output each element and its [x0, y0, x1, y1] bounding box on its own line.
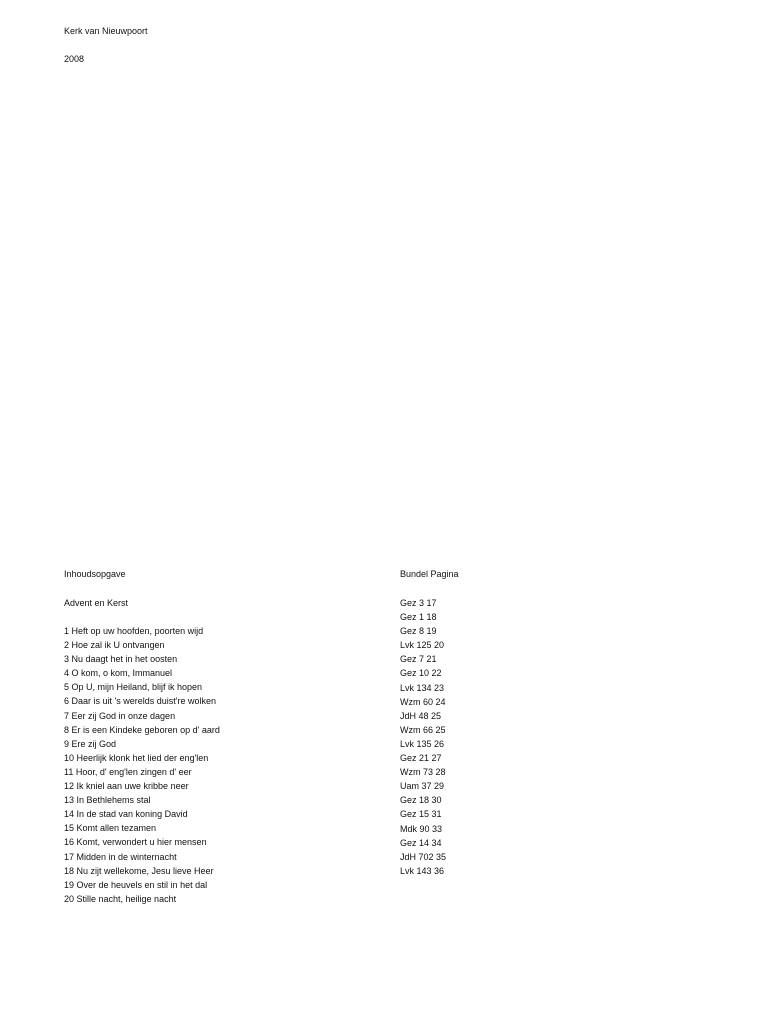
reference-item: Gez 21 27 [400, 753, 442, 764]
list-item: 16 Komt, verwondert u hier mensen [64, 837, 207, 848]
reference-item: Lvk 143 36 [400, 865, 445, 876]
list-item: 5 Op U, mijn Heiland, blijf ik hopen [64, 682, 203, 693]
list-item: 19 Over de heuvels en stil in het dal [64, 879, 208, 890]
reference-item: Gez 14 34 [400, 837, 442, 848]
reference-item: Lvk 135 26 [400, 738, 445, 749]
list-item: 11 Hoor, d' eng'len zingen d' eer [64, 766, 192, 777]
list-item: 4 O kom, o kom, Immanuel [64, 668, 173, 679]
toc-column-heading: Bundel Pagina [400, 569, 459, 579]
document-year: 2008 [64, 54, 85, 64]
list-item: 6 Daar is uit 's werelds duist're wolken [64, 696, 216, 707]
list-item: 18 Nu zijt wellekome, Jesu lieve Heer [64, 865, 214, 876]
reference-item: Gez 15 31 [400, 809, 442, 820]
reference-item: Gez 18 30 [400, 795, 442, 806]
list-item: 7 Eer zij God in onze dagen [64, 710, 176, 721]
reference-item: Lvk 134 23 [400, 682, 445, 693]
toc-heading: Inhoudsopgave [64, 569, 126, 579]
list-item: 8 Er is een Kindeke geboren op d' aard [64, 724, 220, 735]
list-item: 9 Ere zij God [64, 738, 117, 749]
reference-item: Uam 37 29 [400, 781, 445, 792]
reference-item: Lvk 125 20 [400, 640, 445, 651]
reference-item: Wzm 66 25 [400, 724, 446, 735]
list-item: 20 Stille nacht, heilige nacht [64, 893, 177, 904]
list-item: 10 Heerlijk klonk het lied der eng'len [64, 752, 209, 763]
reference-item: JdH 48 25 [400, 710, 442, 721]
section-title: Advent en Kerst [64, 598, 129, 608]
reference-item: Wzm 73 28 [400, 767, 446, 778]
song-list [64, 625, 220, 907]
reference-item: Gez 8 19 [400, 626, 437, 637]
church-title: Kerk van Nieuwpoort [64, 26, 148, 36]
list-item: 1 Heft op uw hoofden, poorten wijd [64, 626, 204, 636]
reference-item: Gez 3 17 [400, 598, 437, 608]
list-item: 15 Komt allen tezamen [64, 823, 157, 834]
reference-item: JdH 702 35 [400, 851, 447, 862]
reference-item: Wzm 60 24 [400, 696, 446, 707]
reference-list [400, 597, 446, 879]
reference-item: Gez 10 22 [400, 668, 442, 679]
list-item: 12 Ik kniel aan uwe kribbe neer [64, 781, 189, 792]
reference-item: Gez 1 18 [400, 612, 437, 623]
list-item: 3 Nu daagt het in het oosten [64, 654, 178, 665]
list-item: 14 In de stad van koning David [64, 809, 188, 820]
reference-item: Mdk 90 33 [400, 823, 443, 834]
list-item: 13 In Bethlehems stal [64, 795, 151, 806]
list-item: 2 Hoe zal ik U ontvangen [64, 640, 165, 651]
reference-item: Gez 7 21 [400, 654, 437, 665]
list-item: 17 Midden in de winternacht [64, 851, 177, 862]
